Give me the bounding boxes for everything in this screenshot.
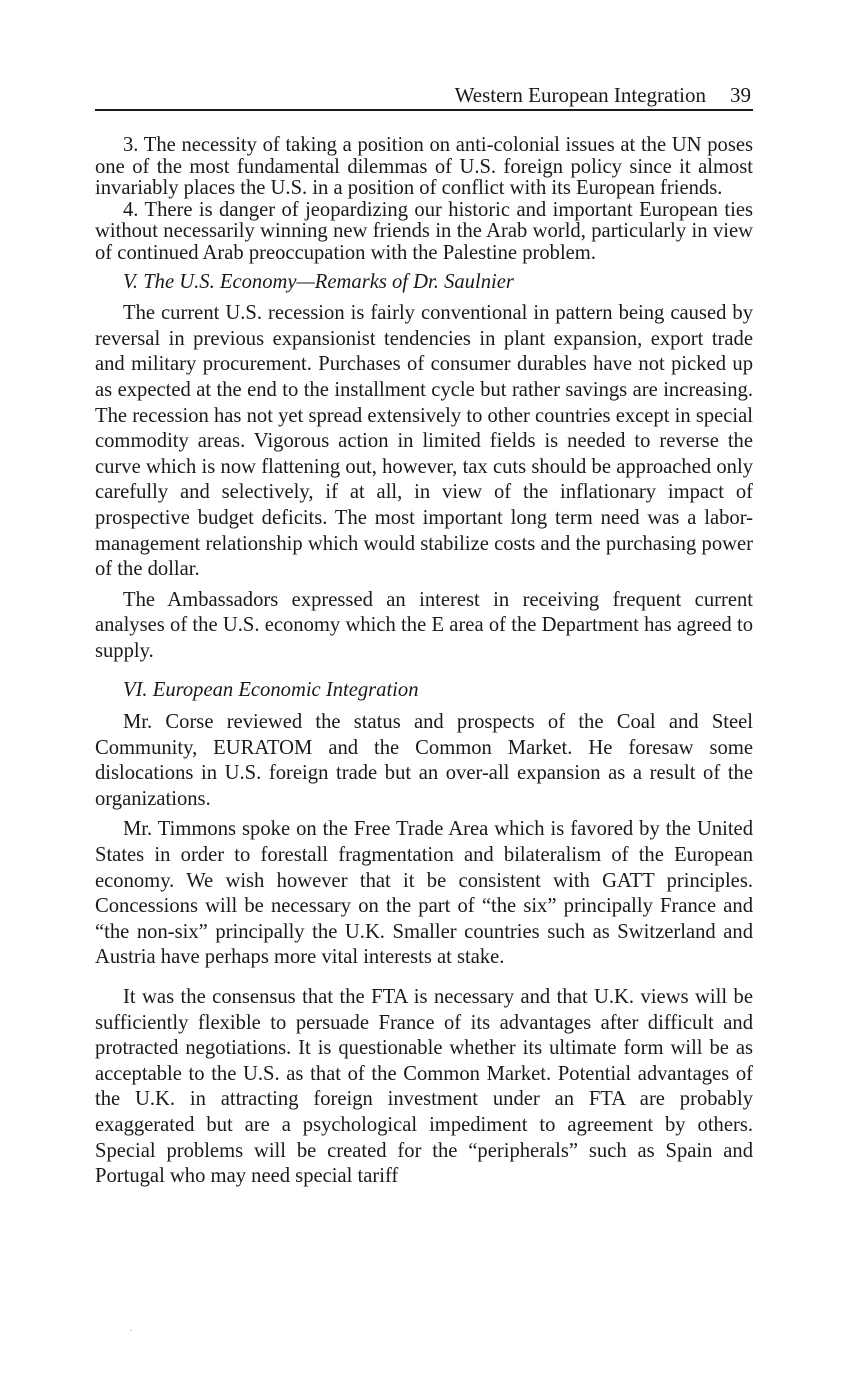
paragraph-item-3: 3. The necessity of taking a position on anti-colonial issues at the UN poses one of the most fundamental dilemmas of U.S. foreign policy since it almost invariably places the U.S. in a position of conflict with its European friends. bbox=[95, 134, 753, 200]
document-page bbox=[95, 78, 753, 1190]
paragraph-item-4: 4. There is danger of jeopardizing our historic and important European ties without necessarily winning new friends in the Arab world, particularly in view of continued Arab preoccupation with the Palestine problem. bbox=[95, 198, 753, 264]
body-text bbox=[95, 135, 753, 1190]
running-header bbox=[95, 78, 753, 111]
paragraph-integration-2: Mr. Timmons spoke on the Free Trade Area which is favored by the United States in order to forestall fragmentation and bilateralism of the European economy. We wish however that it be consistent with GATT principles. Concessions will be necessary on the part of “the six” principally France and “the non-six” principally the U.K. Smaller countries such as Switzerland and Austria have perhaps more vital interests at stake. bbox=[95, 818, 753, 969]
scan-speck bbox=[130, 1330, 132, 1331]
paragraph-economy-2: The Ambassadors expressed an interest in receiving frequent current analyses of the U.S. economy which the E area of the Department has agreed to supply. bbox=[95, 588, 753, 662]
section-heading-vi: VI. European Economic Integration bbox=[123, 679, 419, 702]
paragraph-integration-3: It was the consensus that the FTA is necessary and that U.K. views will be sufficiently flexible to persuade France of its advantages after difficult and protracted negotiations. It is questionable whether its ultimate form will be as acceptable to the U.S. as that of the Common Market. Potential advantages of the U.K. in attracting foreign investment under an FTA are probably exaggerated but are a psychological impediment to agreement by others. Special problems will be created for the “peripherals” such as Spain and Portugal who may need special tariff bbox=[95, 986, 753, 1188]
running-header-title: Western European Integration bbox=[454, 83, 706, 107]
section-heading-v: V. The U.S. Economy—Remarks of Dr. Saulnier bbox=[123, 270, 514, 293]
page-number: 39 bbox=[730, 83, 751, 107]
paragraph-economy-1: The current U.S. recession is fairly conventional in pattern being caused by reversal in previous expansionist tendencies in plant expansion, export trade and military procurement. Purchases of consumer durables have not picked up as expected at the end to the installment cycle but rather savings are increasing. The recession has not yet spread extensively to other countries except in special commodity areas. Vigorous action in limited fields is needed to reverse the curve which is now flattening out, however, tax cuts should be approached only carefully and selectively, if at all, in view of the inflationary impact of prospective budget deficits. The most important long term need was a labor-management relationship which would stabilize costs and the purchasing power of the dollar. bbox=[95, 302, 753, 581]
paragraph-integration-1: Mr. Corse reviewed the status and prospects of the Coal and Steel Community, EURATOM and the Common Market. He foresaw some dislocations in U.S. foreign trade but an over-all expansion as a result of the organizations. bbox=[95, 711, 753, 810]
